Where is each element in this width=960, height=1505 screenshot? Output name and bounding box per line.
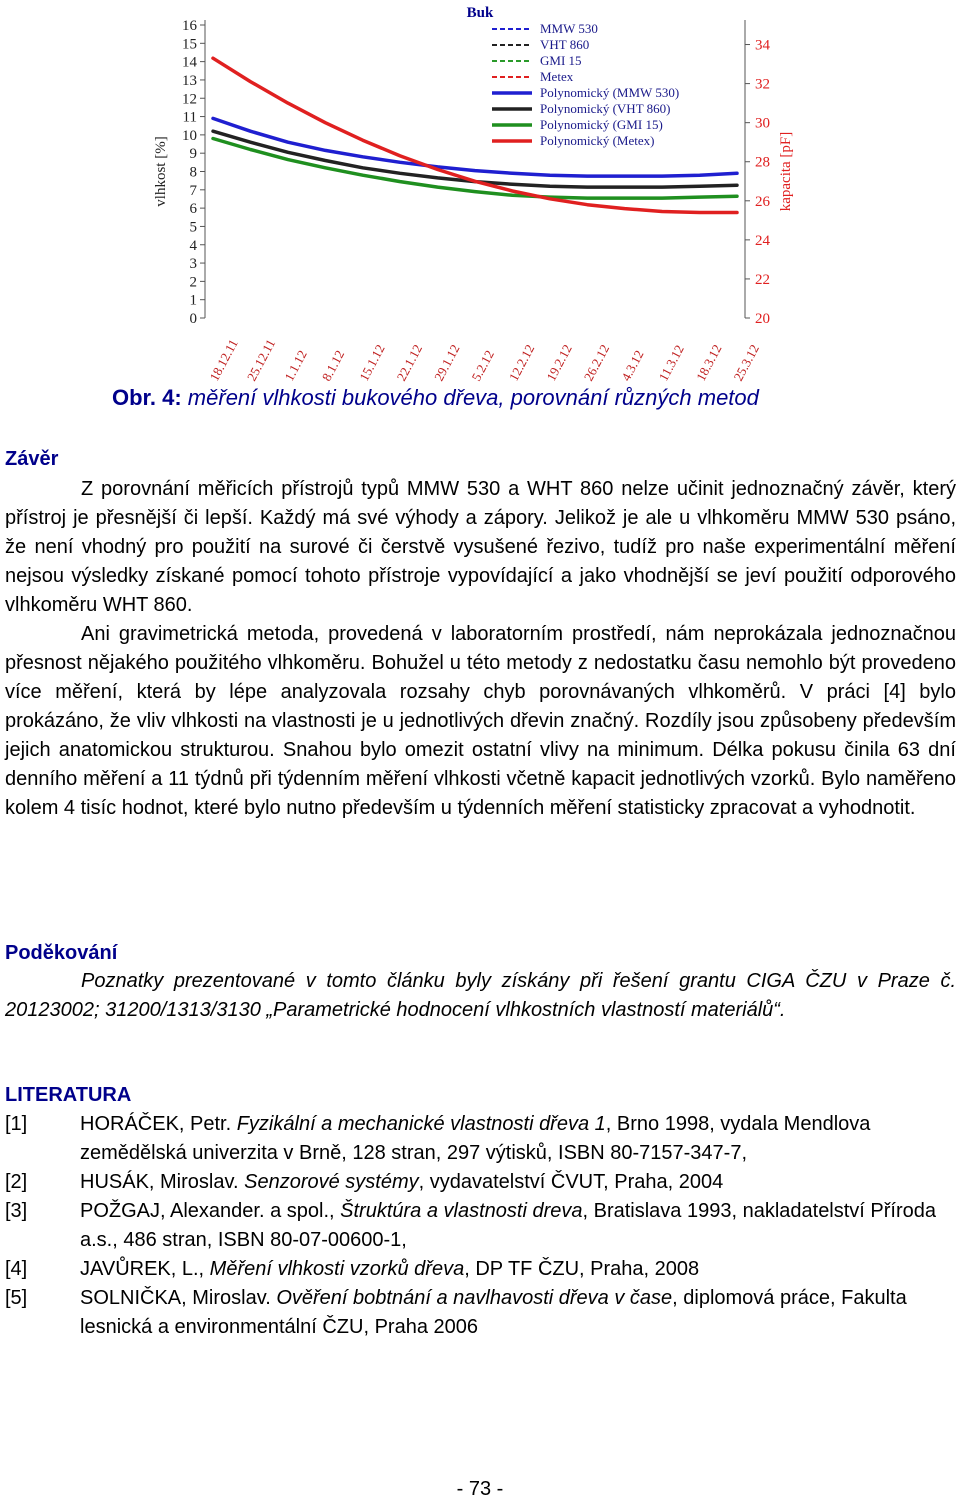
- x-tick-label: 19.2.12: [543, 341, 575, 384]
- x-tick-label: 22.1.12: [393, 341, 426, 384]
- reference-number: [4]: [5, 1258, 28, 1280]
- y2-tick-label: 24: [755, 232, 770, 249]
- reference-title: Fyzikální a mechanické vlastnosti dřeva 1: [236, 1113, 606, 1135]
- y-tick-label: 5: [189, 219, 197, 236]
- x-tick-label: 11.3.12: [655, 342, 687, 384]
- page-number: - 73 -: [456, 1478, 504, 1500]
- reference-details: , DP TF ČZU, Praha, 2008: [464, 1258, 700, 1280]
- reference-author: JAVŮREK, L.,: [80, 1258, 210, 1280]
- x-tick-label: 1.1.12: [281, 347, 310, 384]
- y-tick-label: 14: [182, 54, 197, 71]
- chart-title: Buk: [466, 5, 494, 21]
- y-tick-label: 1: [189, 292, 197, 309]
- y-tick-label: 13: [182, 72, 197, 89]
- y-tick-label: 16: [182, 18, 197, 34]
- reference-author: HUSÁK, Miroslav.: [80, 1171, 245, 1193]
- x-tick-label: 5.2.12: [468, 347, 497, 384]
- y2-axis-label: kapacita [pF]: [778, 131, 794, 212]
- acknowledgement: [5, 967, 956, 1025]
- y2-tick-label: 22: [755, 271, 770, 288]
- reference-item: [5, 1110, 956, 1168]
- reference-body: [80, 1168, 956, 1197]
- reference-item: [5, 1255, 956, 1284]
- reference-author: HORÁČEK, Petr.: [80, 1113, 237, 1135]
- legend-label: MMW 530: [540, 21, 598, 36]
- reference-details: , Bratislava 1993, nakladatelství Příroda a.s., 486 stran, ISBN 80-07-00600-1,: [80, 1200, 937, 1251]
- section-title-podekovani: Poděkování: [5, 942, 118, 964]
- y-tick-label: 15: [182, 36, 197, 53]
- section-title-zaver: Závěr: [5, 448, 59, 470]
- zaver-paragraph-2: Ani gravimetrická metoda, provedená v laboratorním prostředí, nám neprokázala jednoznačnou přesnost nějakého použitého vlhkoměru. Bohužel u této metody z nedostatku času nemohlo být provedeno více měření, která by lépe analyzovala rozsahy chyb porovnávaných vlhkoměrů. V práci [4] bylo prokázáno, že vliv vlhkosti na vlastnosti je u jednotlivých dřevin značný. Rozdíly jsou způsobeny především jejich anatomickou strukturou. Snahou bylo omezit ostatní vlivy na minimum. Délka pokusu činila 63 dní denního měření a 11 týdnů při týdenním měření vlhkosti včetně kapacit jednotlivých vzorků. Bylo naměřeno kolem 4 tisíc hodnot, které bylo nutno především u týdenních měření statisticky zpracovat a vyhodnotit.: [5, 623, 956, 819]
- legend-label: VHT 860: [540, 37, 590, 52]
- y-axis-label: vlhkost [%]: [153, 136, 169, 207]
- reference-body: [80, 1284, 956, 1342]
- series-line: [213, 139, 737, 199]
- reference-title: Ověření bobtnání a navlhavosti dřeva v čase: [276, 1287, 673, 1309]
- legend-label: Polynomický (Metex): [540, 133, 655, 148]
- y-tick-label: 7: [189, 182, 197, 199]
- legend-label: Polynomický (VHT 860): [540, 101, 671, 116]
- x-tick-label: 25.12.11: [243, 336, 279, 384]
- reference-body: [80, 1110, 956, 1168]
- y2-tick-label: 32: [755, 76, 770, 93]
- y2-tick-label: 30: [755, 115, 770, 132]
- reference-body: [80, 1255, 956, 1284]
- series-line: [213, 58, 737, 212]
- y2-tick-label: 20: [755, 311, 770, 327]
- legend-label: Polynomický (MMW 530): [540, 85, 680, 100]
- legend-label: Polynomický (GMI 15): [540, 117, 663, 132]
- y2-tick-label: 34: [755, 37, 770, 54]
- reference-number: [5]: [5, 1287, 28, 1309]
- reference-body: [80, 1197, 956, 1255]
- moisture-chart: [140, 0, 800, 388]
- y2-tick-label: 26: [755, 193, 770, 210]
- y-tick-label: 11: [182, 109, 197, 126]
- reference-details: , Brno 1998, vydala Mendlova zemědělská univerzita v Brně, 128 stran, 297 výtisků, ISBN 80-7157-347-7,: [80, 1113, 871, 1164]
- x-tick-label: 25.3.12: [730, 341, 762, 384]
- acknowledgement-text: Poznatky prezentované v tomto článku byly získány při řešení grantu CIGA ČZU v Praze č. 20123002; 31200/1313/3130 „Parametrické hodnocení vlhkostních vlastností materiálů“.: [5, 970, 956, 1021]
- reference-number: [2]: [5, 1171, 28, 1193]
- reference-number: [1]: [5, 1113, 28, 1135]
- legend-label: GMI 15: [540, 53, 582, 68]
- x-tick-label: 18.3.12: [692, 341, 725, 384]
- reference-item: [5, 1197, 956, 1255]
- caption-text: měření vlhkosti bukového dřeva, porovnání různých metod: [181, 385, 759, 410]
- reference-title: Měření vlhkosti vzorků dřeva: [209, 1258, 465, 1280]
- y-tick-label: 3: [189, 256, 197, 273]
- y-tick-label: 6: [189, 201, 197, 218]
- y-tick-label: 2: [189, 274, 197, 291]
- x-tick-label: 26.2.12: [580, 341, 613, 384]
- reference-number: [3]: [5, 1200, 28, 1222]
- figure-caption: [112, 385, 759, 411]
- x-tick-label: 18.12.11: [206, 336, 241, 384]
- y-tick-label: 10: [182, 127, 197, 144]
- y-tick-label: 0: [189, 311, 197, 327]
- y-tick-label: 9: [189, 146, 197, 163]
- x-tick-label: 12.2.12: [505, 341, 538, 384]
- reference-title: Štruktúra a vlastnosti dreva: [340, 1200, 583, 1222]
- section-title-literatura: LITERATURA: [5, 1084, 132, 1106]
- reference-details: , diplomová práce, Fakulta lesnická a environmentální ČZU, Praha 2006: [80, 1287, 907, 1338]
- reference-details: , vydavatelství ČVUT, Praha, 2004: [418, 1171, 724, 1193]
- x-tick-label: 8.1.12: [318, 347, 348, 384]
- x-tick-label: 29.1.12: [430, 341, 463, 384]
- legend-label: Metex: [540, 69, 574, 84]
- zaver-body: [5, 475, 956, 823]
- reference-author: SOLNIČKA, Miroslav.: [80, 1287, 277, 1309]
- x-tick-label: 4.3.12: [618, 347, 647, 384]
- y-tick-label: 8: [189, 164, 197, 181]
- reference-title: Senzorové systémy: [244, 1171, 419, 1193]
- x-tick-label: 15.1.12: [356, 341, 388, 384]
- reference-item: [5, 1284, 956, 1342]
- y2-tick-label: 28: [755, 154, 770, 171]
- y-tick-label: 4: [189, 237, 197, 254]
- reference-item: [5, 1168, 956, 1197]
- reference-author: POŽGAJ, Alexander. a spol.,: [80, 1200, 341, 1222]
- caption-label: Obr. 4:: [112, 385, 182, 410]
- reference-list: [5, 1110, 956, 1342]
- y-tick-label: 12: [182, 91, 197, 108]
- zaver-paragraph-1: Z porovnání měřicích přístrojů typů MMW 530 a WHT 860 nelze učinit jednoznačný závěr, který přístroj je přesnější či lepší. Každý má své výhody a zápory. Jelikož je ale u vlhkoměru MMW 530 psáno, že není vhodný pro použití na surové či čerstvě vysušené řezivo, tudíž pro naše experimentální měření nejsou výsledky získané pomocí tohoto přístroje vypovídající a jako vhodnější se jeví použití odporového vlhkoměru WHT 860.: [5, 478, 956, 616]
